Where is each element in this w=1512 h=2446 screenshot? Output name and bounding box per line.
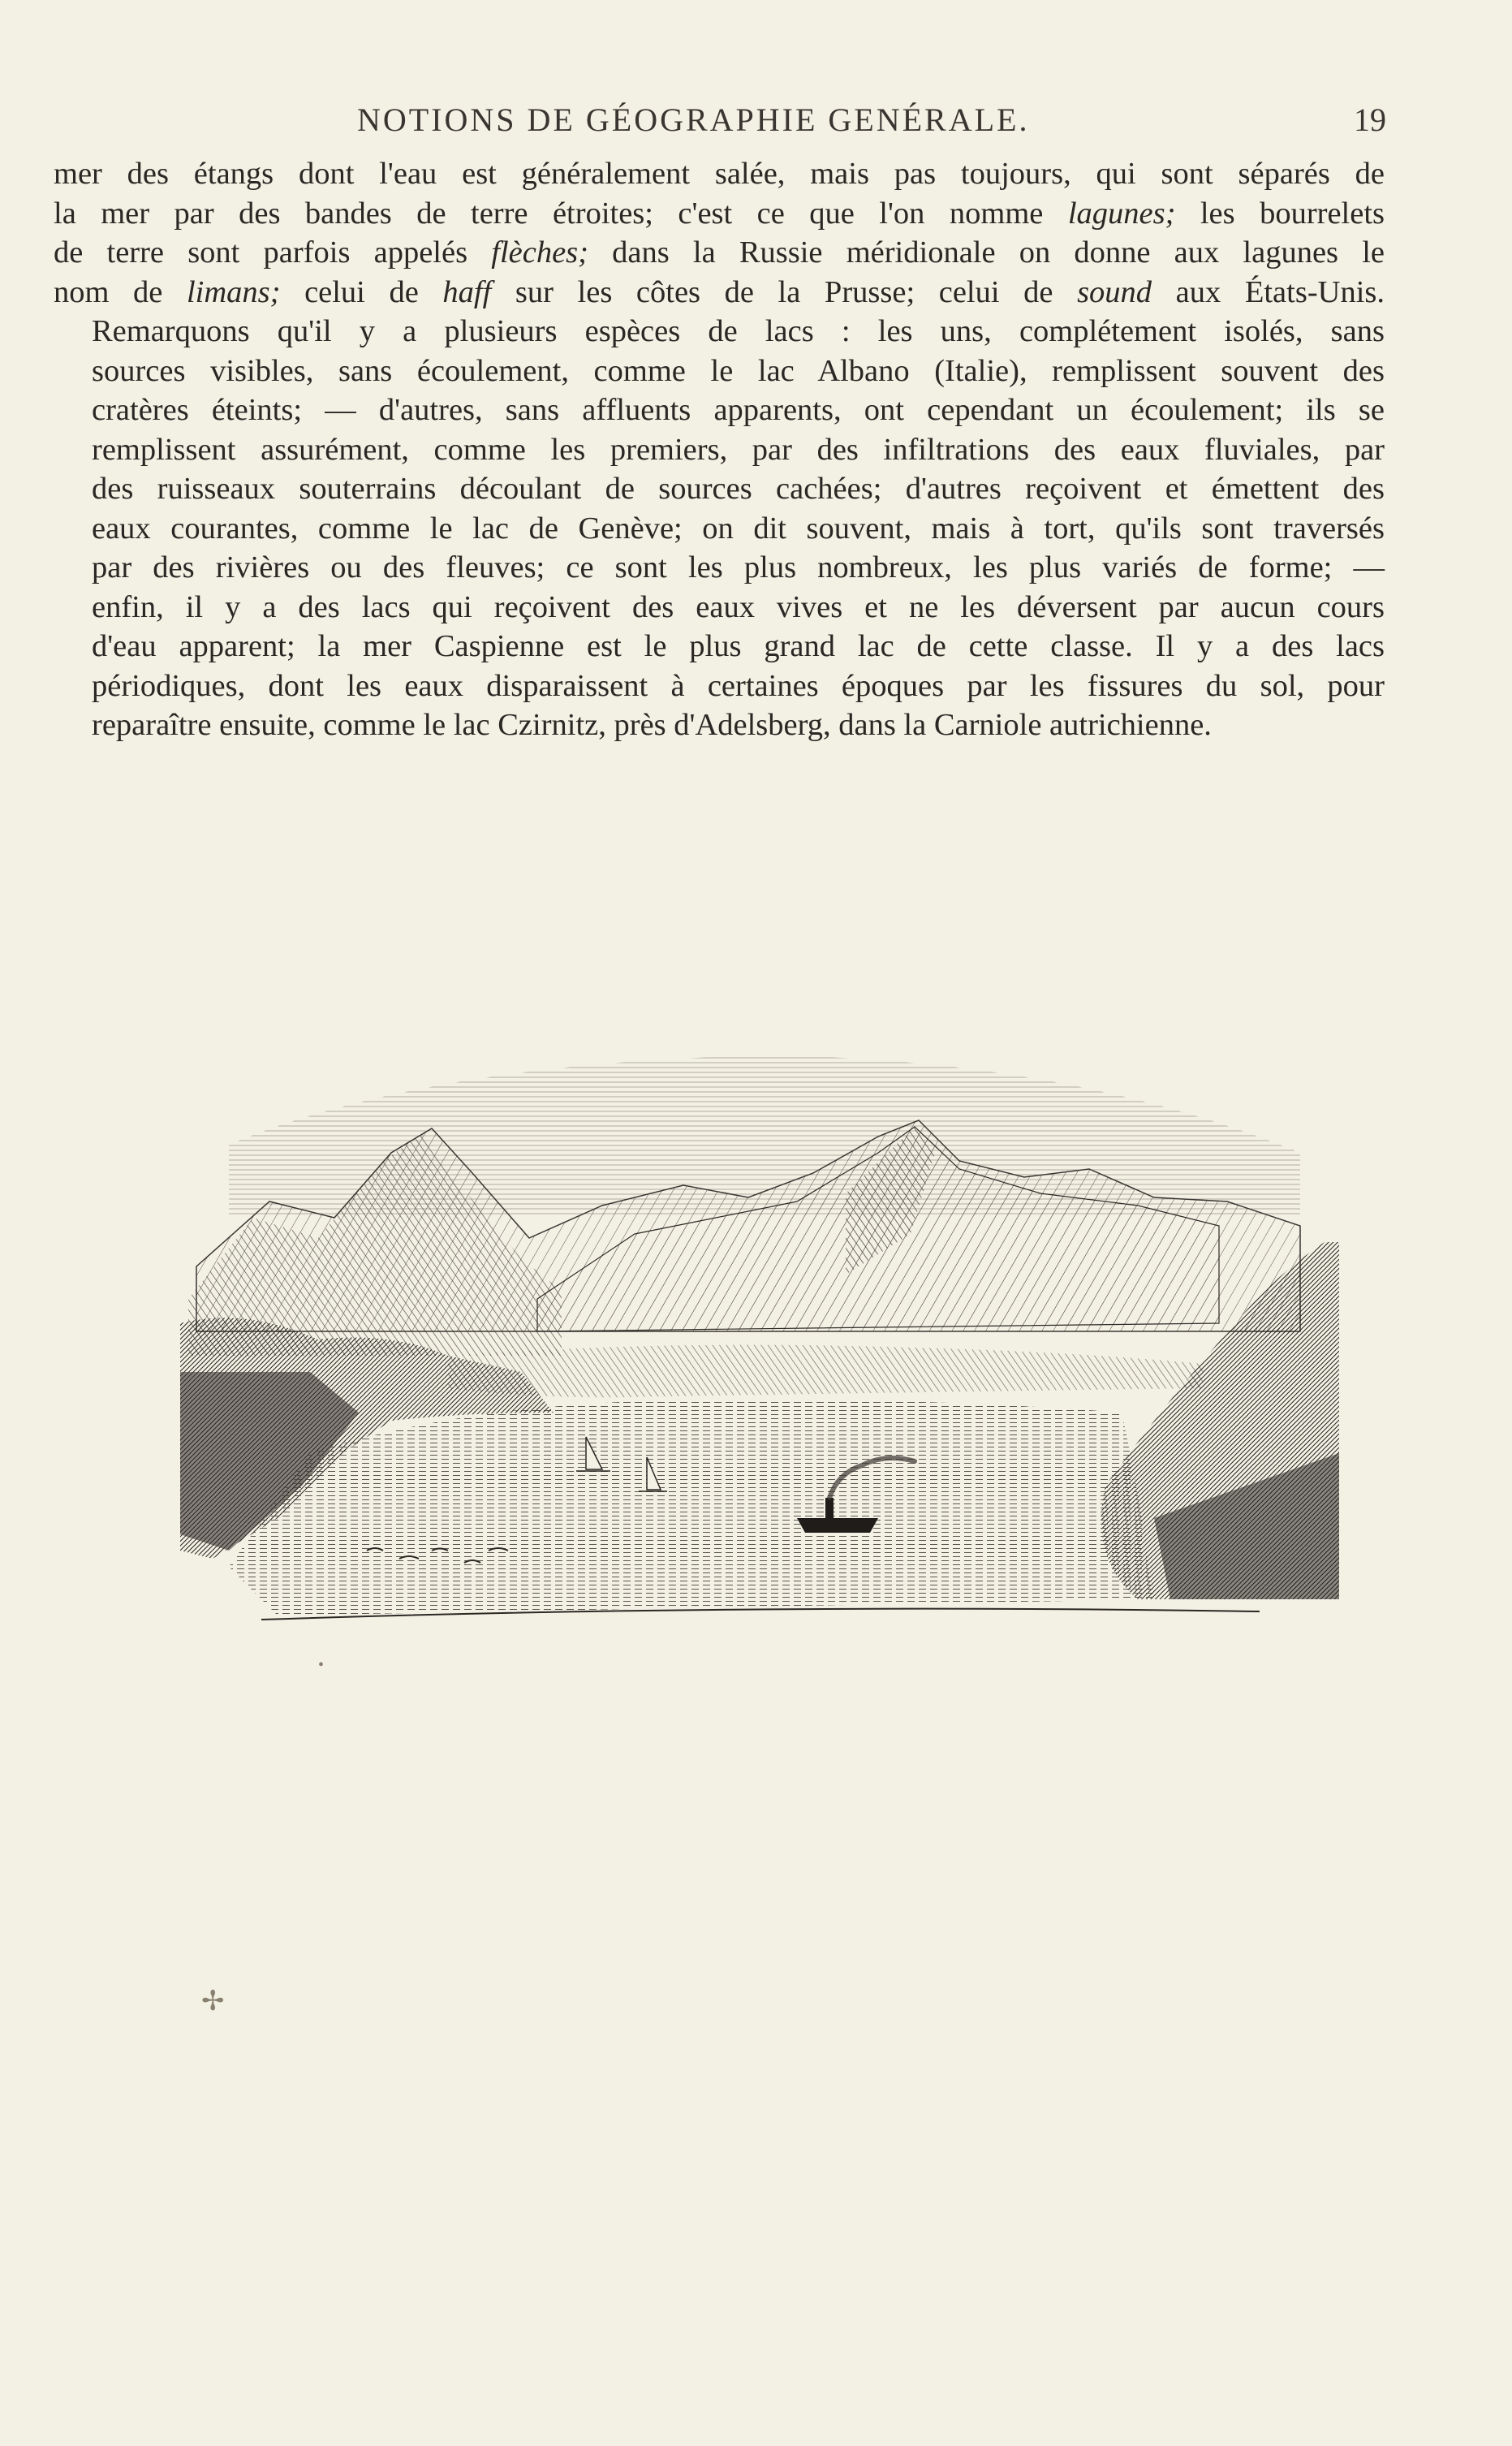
- paragraph-lake-types: [54, 312, 1385, 745]
- text-line: par des rivières ou des fleuves; ce sont les plus nombreux, les plus variés de forme; —: [92, 550, 1385, 585]
- text-line: eaux courantes, comme le lac de Genève; on dit souvent, mais à tort, qu'ils sont traversés: [92, 511, 1385, 546]
- text-line: Remarquons qu'il y a plusieurs espèces de lacs : les uns, complétement isolés, sans: [92, 314, 1385, 348]
- term-haff: haff: [442, 274, 492, 309]
- running-title: NOTIONS DE GÉOGRAPHIE GENÉRALE.: [357, 101, 1030, 138]
- text-line: reparaître ensuite, comme le lac Czirnitz, près d'Adelsberg, dans la Carniole autrichienne.: [92, 708, 1212, 742]
- shoreline: [448, 1345, 1203, 1398]
- show-through-text: [32, 1624, 1477, 2273]
- ink-speck: •: [318, 1656, 325, 1674]
- lake-engraving: [180, 1031, 1339, 1628]
- text-line: périodiques, dont les eaux disparaissent à certaines époques par les fissures du sol, pour: [92, 668, 1385, 703]
- ink-speck: ✢: [201, 1987, 225, 2017]
- text-line: des ruisseaux souterrains découlant de sources cachées; d'autres reçoivent et émettent des: [92, 472, 1385, 506]
- text-line: d'eau apparent; la mer Caspienne est le plus grand lac de cette classe. Il y a des lacs: [92, 629, 1385, 663]
- text-line: enfin, il y a des lacs qui reçoivent des eaux vives et ne les déversent par aucun cours: [92, 589, 1385, 624]
- page-number: 19: [1354, 101, 1386, 138]
- running-head: [0, 96, 1512, 141]
- term-sound: sound: [1077, 274, 1152, 309]
- text-line: de terre sont parfois appelés flèches; dans la Russie méridionale on donne aux lagunes le: [54, 235, 1385, 270]
- text-line: la mer par des bandes de terre étroites; c'est ce que l'on nomme lagunes; les bourrelets: [54, 196, 1385, 231]
- term-fleches: flèches;: [491, 235, 588, 270]
- text-line: mer des étangs dont l'eau est généralement salée, mais pas toujours, qui sont séparés de: [54, 157, 1385, 191]
- paragraph-lagoons: [54, 154, 1385, 312]
- text-line: cratères éteints; — d'autres, sans affluents apparents, ont cependant un écoulement; ils se: [92, 393, 1385, 427]
- text-line: nom de limans; celui de haff sur les côtes de la Prusse; celui de sound aux États-Unis.: [54, 274, 1385, 309]
- term-lagunes: lagunes;: [1067, 196, 1176, 231]
- text-line: remplissent assurément, comme les premiers, par des infiltrations des eaux fluviales, par: [92, 432, 1385, 467]
- term-limans: limans;: [186, 274, 281, 309]
- text-line: sources visibles, sans écoulement, comme le lac Albano (Italie), remplissent souvent des: [92, 353, 1385, 388]
- body-text: [54, 154, 1385, 745]
